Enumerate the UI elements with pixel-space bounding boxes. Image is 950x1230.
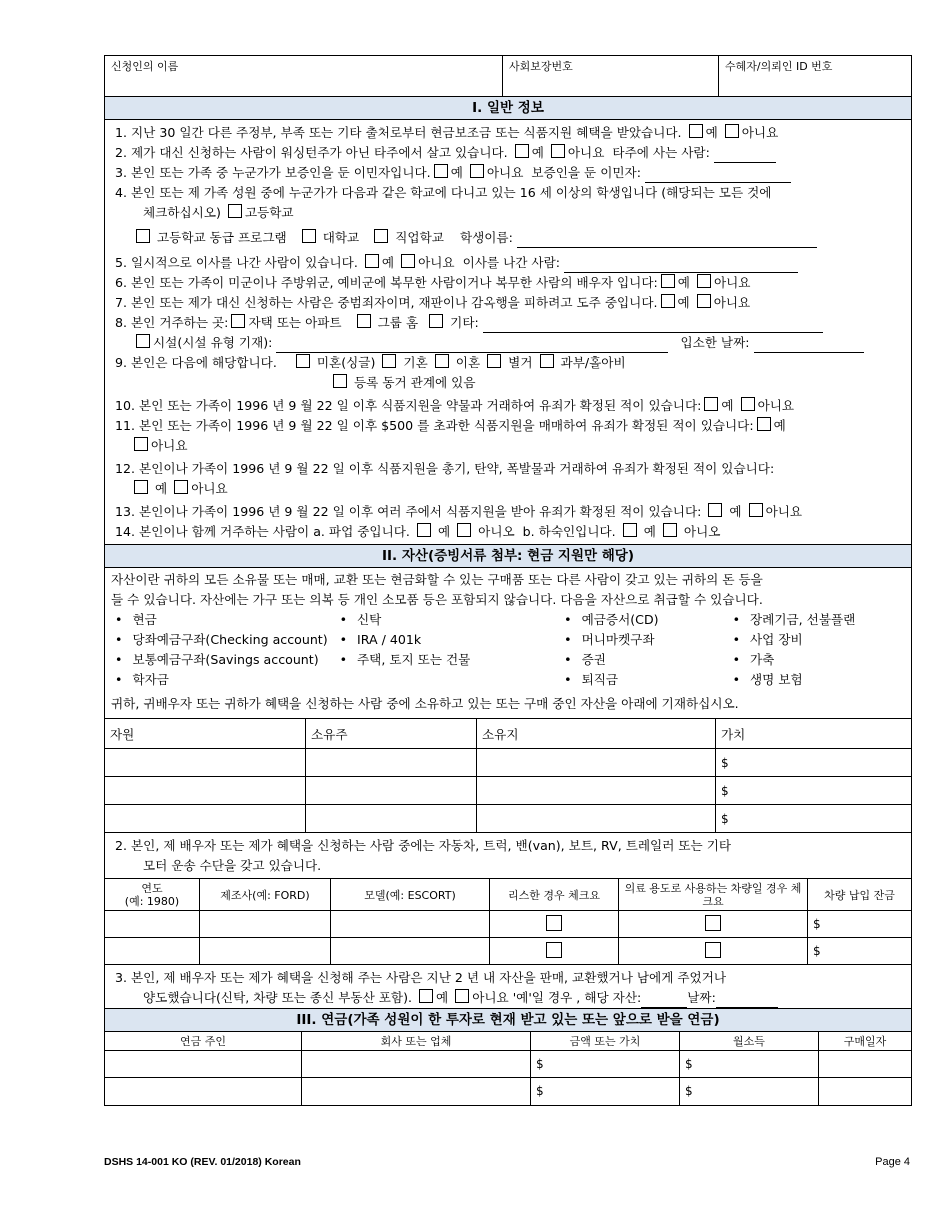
section-2-intro — [105, 568, 911, 718]
q9-widowed-checkbox[interactable] — [540, 354, 554, 368]
annuity-row — [105, 1078, 911, 1105]
transfer-question-line-1: 3. 본인, 제 배우자 또는 제가 혜택을 신청해 주는 사람은 지난 2 년 내 자산을 판매, 교환했거나 남에게 주었거나 — [115, 970, 727, 985]
q3-yes-checkbox[interactable] — [434, 164, 448, 178]
section-1-header: I. 일반 정보 — [105, 97, 911, 120]
q9-married-checkbox[interactable] — [382, 354, 396, 368]
form-page — [104, 55, 912, 1106]
q10-no-checkbox[interactable] — [741, 397, 755, 411]
q5-no-checkbox[interactable] — [401, 254, 415, 268]
identity-row — [105, 56, 911, 97]
vehicle-cell[interactable] — [200, 938, 331, 965]
vehicle-question-line-2: 모터 운송 수단을 갖고 있습니다. — [143, 858, 322, 873]
question-11: 11. 본인 또는 가족이 1996 년 9 월 22 일 이후 $500 를 초과한 식품지원을 매매하여 유죄가 확정된 적이 있습니다: 예 — [115, 418, 786, 433]
vehicle-question — [105, 833, 911, 878]
question-12: 12. 본인이나 가족이 1996 년 9 월 22 일 이후 식품지원을 총기, 탄약, 폭발물과 거래하여 유죄가 확정된 적이 있습니다: — [115, 461, 775, 476]
question-5: 5. 일시적으로 이사를 나간 사람이 있습니다. 예 아니요 이사를 나간 사람: — [105, 253, 911, 273]
question-1: 1. 지난 30 일간 다른 주정부, 부족 또는 기타 출처로부터 현금보조금 또는 식품지원 혜택을 받았습니다. 예 아니요 — [115, 125, 779, 140]
annuity-cell[interactable] — [819, 1078, 912, 1105]
transfer-no-checkbox[interactable] — [455, 989, 469, 1003]
section-3-header: III. 연금(가족 성원이 한 투자로 현재 받고 있는 또는 앞으로 받을 연금) — [105, 1008, 911, 1032]
annuity-cell[interactable] — [105, 1078, 302, 1105]
q12-no-checkbox[interactable] — [174, 480, 188, 494]
col-annuity-owner: 연금 주인 — [105, 1032, 302, 1051]
question-4-options: 고등학교 동급 프로그램 대학교 직업학교 학생이름: — [105, 228, 911, 248]
vehicle-row — [105, 911, 911, 938]
question-9-cont: 등록 동거 관계에 있음 — [105, 373, 911, 393]
leased-checkbox[interactable] — [546, 942, 562, 958]
asset-value-cell[interactable]: $ — [716, 777, 912, 805]
vehicle-question-line-1: 2. 본인, 제 배우자 또는 제가 혜택을 신청하는 사람 중에는 자동차, 트럭, 밴(van), 보트, RV, 트레일러 또는 기타 — [115, 838, 732, 853]
vehicle-cell[interactable] — [200, 911, 331, 938]
vehicle-cell[interactable] — [331, 911, 490, 938]
annuity-amount-cell[interactable]: $ — [531, 1078, 680, 1105]
assets-instruction: 귀하, 귀배우자 또는 귀하가 혜택을 신청하는 사람 중에 소유하고 있는 또는 구매 중인 자산을 아래에 기재하십시오. — [111, 696, 739, 711]
transfer-yes-checkbox[interactable] — [419, 989, 433, 1003]
transfer-date-line[interactable] — [716, 1007, 778, 1008]
asset-bullets-row-3: • 보통예금구좌(Savings account) • 주택, 토지 또는 건물 • 증권 • 가축 — [105, 650, 911, 670]
asset-cell[interactable] — [105, 777, 306, 805]
col-make: 제조사(예: FORD) — [200, 879, 331, 911]
balance-cell[interactable]: $ — [808, 938, 912, 965]
asset-value-cell[interactable]: $ — [716, 749, 912, 777]
q11-yes-checkbox[interactable] — [757, 417, 771, 431]
annuity-monthly-cell[interactable]: $ — [680, 1078, 819, 1105]
annuity-cell[interactable] — [819, 1051, 912, 1078]
asset-cell[interactable] — [306, 777, 477, 805]
q14a-no-checkbox[interactable] — [457, 523, 471, 537]
section-2-header: II. 자산(증빙서류 첨부: 현금 지원만 해당) — [105, 545, 911, 568]
q9-separated-checkbox[interactable] — [487, 354, 501, 368]
transfer-question — [105, 965, 911, 1008]
transfer-asset-line[interactable] — [641, 1007, 687, 1008]
q10-yes-checkbox[interactable] — [704, 397, 718, 411]
asset-row — [105, 749, 911, 777]
asset-cell[interactable] — [306, 749, 477, 777]
vehicle-cell[interactable] — [105, 911, 200, 938]
col-amount: 금액 또는 가치 — [531, 1032, 680, 1051]
q6-yes-checkbox[interactable] — [661, 274, 675, 288]
q4-college-checkbox[interactable] — [302, 229, 316, 243]
asset-cell[interactable] — [105, 749, 306, 777]
q11-no-checkbox[interactable] — [134, 437, 148, 451]
question-2: 2. 제가 대신 신청하는 사람이 워싱턴주가 아닌 타주에서 살고 있습니다. 예 아니요 타주에 사는 사람: — [105, 143, 911, 163]
annuity-cell[interactable] — [302, 1078, 531, 1105]
q1-no-checkbox[interactable] — [725, 124, 739, 138]
assets-intro-2: 들 수 있습니다. 자산에는 가구 또는 의복 등 개인 소모품 등은 포함되지 않습니다. 다음을 자산으로 취급할 수 있습니다. — [111, 592, 763, 607]
col-company: 회사 또는 업체 — [302, 1032, 531, 1051]
q4-highschool-checkbox[interactable] — [228, 204, 242, 218]
form-number: DSHS 14-001 KO (REV. 01/2018) Korean — [104, 1156, 301, 1168]
q1-yes-checkbox[interactable] — [689, 124, 703, 138]
assets-table — [105, 718, 911, 833]
col-value: 가치 — [716, 719, 912, 749]
question-11-cont: 아니요 — [105, 436, 911, 456]
q9-single-checkbox[interactable] — [296, 354, 310, 368]
col-resource: 자원 — [105, 719, 306, 749]
q14a-yes-checkbox[interactable] — [417, 523, 431, 537]
asset-cell[interactable] — [105, 805, 306, 833]
col-monthly-income: 월소득 — [680, 1032, 819, 1051]
q7-yes-checkbox[interactable] — [661, 294, 675, 308]
transfer-question-line-2: 양도했습니다(신탁, 차량 또는 종신 부동산 포함). 예 아니요 '예'일 경우 , 해당 자산: 날짜: — [105, 988, 911, 1008]
q2-yes-checkbox[interactable] — [515, 144, 529, 158]
col-medical: 의료 용도로 사용하는 차량일 경우 체크요 — [619, 879, 808, 911]
student-name-line[interactable] — [517, 247, 817, 248]
asset-value-cell[interactable]: $ — [716, 805, 912, 833]
q13-no-checkbox[interactable] — [749, 503, 763, 517]
applicant-name-field[interactable] — [105, 56, 503, 96]
q8-home-checkbox[interactable] — [231, 314, 245, 328]
client-id-label: 수혜자/의뢰인 ID 번호 — [725, 60, 833, 73]
vehicle-cell[interactable] — [105, 938, 200, 965]
question-8-facility: 시설(시설 유형 기재): 입소한 날짜: — [105, 333, 911, 353]
vehicle-table — [105, 878, 911, 965]
question-7: 7. 본인 또는 제가 대신 신청하는 사람은 중범죄자이며, 재판이나 감옥행을 피하려고 도주 중입니다. 예 아니요 — [115, 295, 751, 310]
col-leased: 리스한 경우 체크요 — [490, 879, 619, 911]
question-3: 3. 본인 또는 가족 중 누군가가 보증인을 둔 이민자입니다. 예 아니요 보증인을 둔 이민자: — [105, 163, 911, 183]
question-10: 10. 본인 또는 가족이 1996 년 9 월 22 일 이후 식품지원을 약물과 거래하여 유죄가 확정된 적이 있습니다: 예 아니요 — [115, 398, 795, 413]
annuity-monthly-cell[interactable]: $ — [680, 1051, 819, 1078]
q4-ged-checkbox[interactable] — [136, 229, 150, 243]
question-4: 4. 본인 또는 제 가족 성원 중에 누군가가 다음과 같은 학교에 다니고 있는 16 세 이상의 학생입니다 (해당되는 모든 것에 — [115, 185, 772, 200]
medical-checkbox[interactable] — [705, 942, 721, 958]
annuity-cell[interactable] — [302, 1051, 531, 1078]
asset-bullets-row-4: • 학자금 • 퇴직금 • 생명 보험 — [105, 670, 911, 690]
q14b-yes-checkbox[interactable] — [623, 523, 637, 537]
question-9: 9. 본인은 다음에 해당합니다. 미혼(싱글) 기혼 이혼 별거 과부/홀아비 — [115, 355, 626, 370]
annuity-row — [105, 1051, 911, 1078]
q7-no-checkbox[interactable] — [697, 294, 711, 308]
q8-other-checkbox[interactable] — [429, 314, 443, 328]
question-14: 14. 본인이나 함께 거주하는 사람이 a. 파업 중입니다. 예 아니오 b. 하숙인입니다. 예 아니오 — [115, 524, 721, 539]
vehicle-cell[interactable] — [331, 938, 490, 965]
col-balance: 차량 납입 잔금 — [808, 879, 912, 911]
asset-cell[interactable] — [306, 805, 477, 833]
question-12-cont: 예 아니요 — [105, 479, 911, 499]
col-location: 소유지 — [477, 719, 716, 749]
col-model: 모델(예: ESCORT) — [331, 879, 490, 911]
asset-row — [105, 805, 911, 833]
q9-divorced-checkbox[interactable] — [435, 354, 449, 368]
asset-cell[interactable] — [477, 777, 716, 805]
q14b-no-checkbox[interactable] — [663, 523, 677, 537]
ssn-field[interactable] — [503, 56, 719, 96]
asset-cell[interactable] — [477, 805, 716, 833]
annuity-cell[interactable] — [105, 1051, 302, 1078]
asset-bullets-row-1: • 현금 • 신탁 • 예금증서(CD) • 장례기금, 선불플랜 — [105, 610, 911, 630]
leased-checkbox[interactable] — [546, 915, 562, 931]
question-8: 8. 본인 거주하는 곳: 자택 또는 아파트 그룹 홈 기타: — [105, 313, 911, 333]
q3-no-checkbox[interactable] — [470, 164, 484, 178]
col-purchase-date: 구매일자 — [819, 1032, 912, 1051]
balance-cell[interactable]: $ — [808, 911, 912, 938]
q8-facility-checkbox[interactable] — [136, 334, 150, 348]
applicant-name-label: 신청인의 이름 — [111, 60, 179, 73]
q2-no-checkbox[interactable] — [551, 144, 565, 158]
asset-row — [105, 777, 911, 805]
question-6: 6. 본인 또는 가족이 미군이나 주방위군, 예비군에 복무한 사람이거나 복무한 사람의 배우자 입니다: 예 아니요 — [115, 275, 751, 290]
page-number: Page 4 — [875, 1156, 910, 1168]
q12-yes-checkbox[interactable] — [134, 480, 148, 494]
q5-yes-checkbox[interactable] — [365, 254, 379, 268]
q8-grouphome-checkbox[interactable] — [357, 314, 371, 328]
annuity-table — [105, 1031, 911, 1105]
col-year: 연도 (예: 1980) — [105, 879, 200, 911]
q6-no-checkbox[interactable] — [697, 274, 711, 288]
ssn-label: 사회보장번호 — [509, 60, 573, 73]
asset-cell[interactable] — [477, 749, 716, 777]
medical-checkbox[interactable] — [705, 915, 721, 931]
annuity-amount-cell[interactable]: $ — [531, 1051, 680, 1078]
q9-partner-checkbox[interactable] — [333, 374, 347, 388]
q13-yes-checkbox[interactable] — [708, 503, 722, 517]
asset-bullets-row-2: • 당좌예금구좌(Checking account) • IRA / 401k • 머니마켓구좌 • 사업 장비 — [105, 630, 911, 650]
question-4-cont: 체크하십시오) 고등학교 — [143, 205, 294, 220]
q4-vocational-checkbox[interactable] — [374, 229, 388, 243]
question-13: 13. 본인이나 가족이 1996 년 9 월 22 일 이후 여러 주에서 식품지원을 받아 유죄가 확정된 적이 있습니다: 예 아니요 — [115, 504, 803, 519]
col-owner: 소유주 — [306, 719, 477, 749]
vehicle-row — [105, 938, 911, 965]
client-id-field[interactable] — [719, 56, 911, 96]
section-1-body — [105, 120, 911, 545]
assets-intro-1: 자산이란 귀하의 모든 소유물 또는 매매, 교환 또는 현금화할 수 있는 구매품 또는 다른 사람이 갖고 있는 귀하의 돈 등을 — [111, 572, 763, 587]
